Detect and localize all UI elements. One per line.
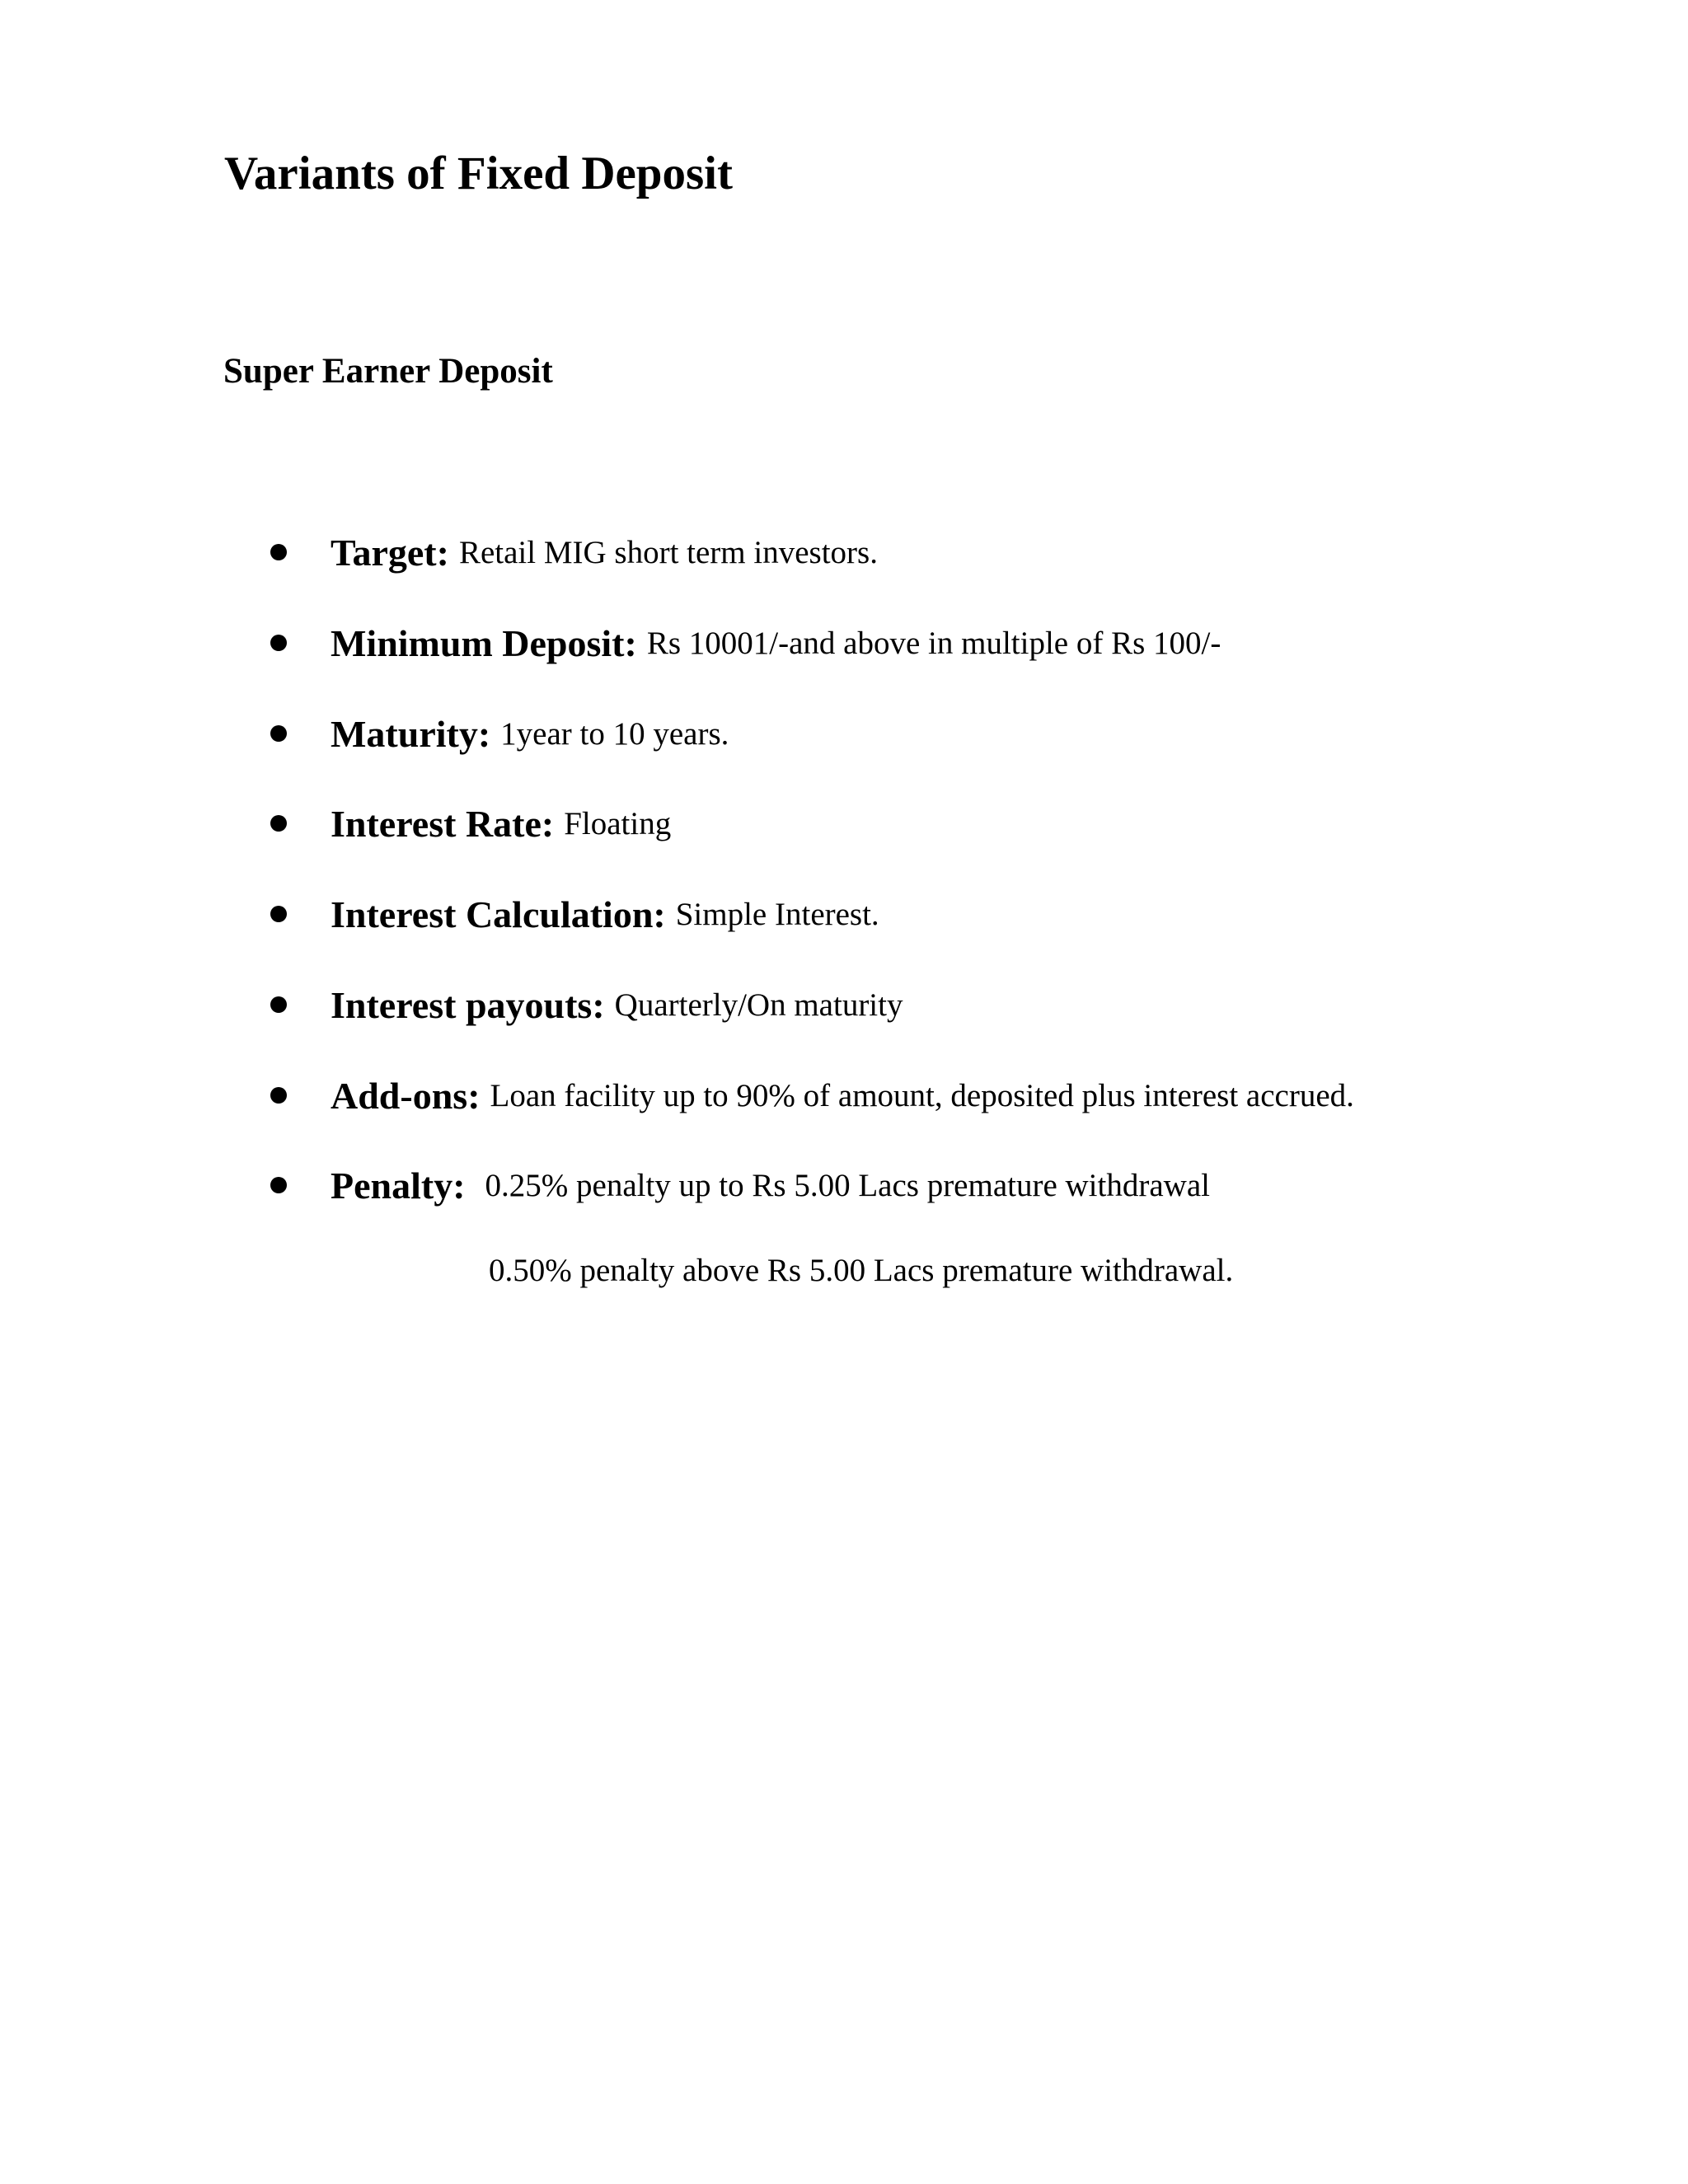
list-item-maturity <box>270 705 729 762</box>
item-value: Rs 10001/-and above in multiple of Rs 100/- <box>646 625 1221 661</box>
bullet-icon <box>270 725 287 742</box>
list-item-interest-calculation <box>270 885 879 943</box>
section-heading: Super Earner Deposit <box>223 352 553 391</box>
bullet-icon <box>270 1087 287 1104</box>
bullet-icon <box>270 996 287 1013</box>
item-label: Interest Rate: <box>331 802 555 845</box>
item-label: Interest payouts: <box>331 983 605 1026</box>
bullet-icon <box>270 815 287 832</box>
list-item-add-ons <box>270 1066 1354 1124</box>
item-label: Maturity: <box>331 712 491 755</box>
item-label: Target: <box>331 531 449 574</box>
item-value: Floating <box>564 805 672 841</box>
item-value: Retail MIG short term investors. <box>458 534 878 570</box>
bullet-icon <box>270 906 287 922</box>
item-value: Simple Interest. <box>675 896 879 932</box>
item-label: Minimum Deposit: <box>331 621 637 664</box>
item-label: Add-ons: <box>331 1074 481 1117</box>
list-item-interest-payouts <box>270 976 903 1033</box>
item-value: Loan facility up to 90% of amount, deposited plus interest accrued. <box>490 1077 1354 1113</box>
bullet-icon <box>270 635 287 651</box>
penalty-continuation: 0.50% penalty above Rs 5.00 Lacs premature withdrawal. <box>489 1253 1234 1288</box>
page-title: Variants of Fixed Deposit <box>224 148 733 199</box>
list-item-interest-rate <box>270 794 671 852</box>
list-item-penalty <box>270 1156 1210 1214</box>
bullet-icon <box>270 544 287 560</box>
item-value: Quarterly/On maturity <box>614 987 903 1023</box>
item-label: Interest Calculation: <box>331 893 666 935</box>
item-label: Penalty: <box>331 1164 466 1207</box>
bullet-icon <box>270 1177 287 1193</box>
item-value: 1year to 10 years. <box>500 715 729 752</box>
list-item-minimum-deposit <box>270 614 1221 672</box>
item-value: 0.25% penalty up to Rs 5.00 Lacs premature withdrawal <box>485 1167 1210 1203</box>
list-item-target <box>270 523 878 581</box>
